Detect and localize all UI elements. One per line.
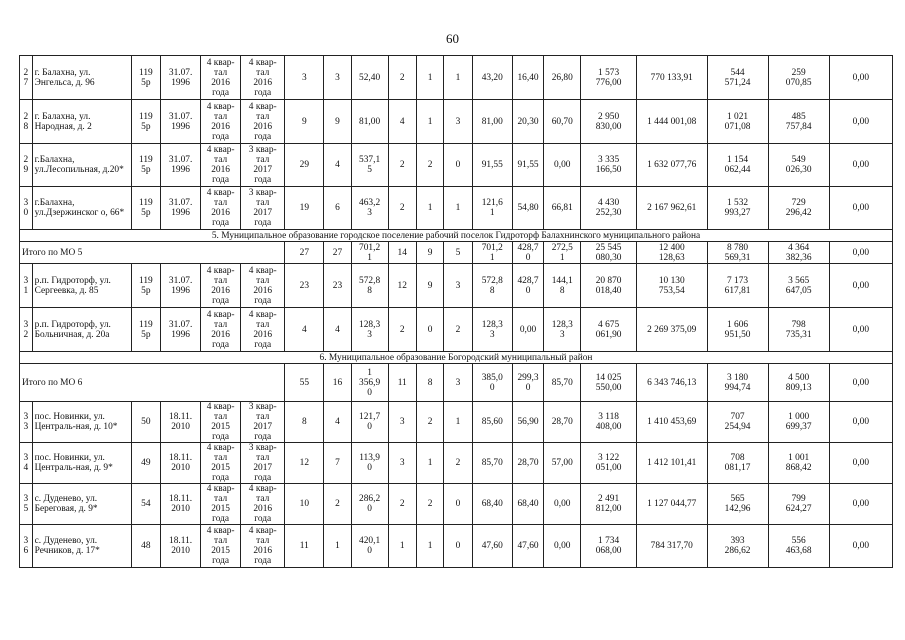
- section-title: 6. Муниципальное образование Богородский муниципальный район: [20, 352, 893, 364]
- cell-c15: 770 133,91: [636, 56, 707, 100]
- cell-c8: 2: [388, 187, 416, 230]
- cell-c8: 2: [388, 484, 416, 525]
- cell-c7: 537,1 5: [351, 144, 388, 187]
- cell-c17: 485 757,84: [768, 100, 829, 144]
- cell-c16: 707 254,94: [707, 402, 768, 443]
- cell-c16: 1 154 062,44: [707, 144, 768, 187]
- row-number: 3 6: [20, 525, 33, 568]
- cell-c4: 3 квар- тал 2017 года: [241, 402, 285, 443]
- cell-c6: 27: [324, 242, 351, 264]
- cell-c8: 2: [388, 144, 416, 187]
- cell-c13: 57,00: [544, 443, 581, 484]
- cell-c11: 572,8 8: [472, 264, 512, 308]
- cell-c3: 4 квар- тал 2015 года: [201, 402, 241, 443]
- cell-c18: 0,00: [829, 364, 892, 402]
- cell-c10: 2: [444, 308, 472, 352]
- cell-c13: 26,80: [544, 56, 581, 100]
- cell-c12: 68,40: [512, 484, 544, 525]
- cell-c1: 54: [131, 484, 160, 525]
- cell-c4: 4 квар- тал 2016 года: [241, 308, 285, 352]
- cell-c1: 48: [131, 525, 160, 568]
- cell-c12: 28,70: [512, 443, 544, 484]
- cell-c8: 3: [388, 402, 416, 443]
- cell-c13: 66,81: [544, 187, 581, 230]
- table-row: [20, 100, 893, 144]
- cell-c6: 1: [324, 525, 351, 568]
- cell-c17: 3 565 647,05: [768, 264, 829, 308]
- cell-c7: 1 356,9 0: [351, 364, 388, 402]
- address-cell: г.Балахна, ул.Дзержинског о, 66*: [32, 187, 131, 230]
- cell-c7: 121,7 0: [351, 402, 388, 443]
- cell-c9: 0: [416, 308, 443, 352]
- cell-c11: 85,60: [472, 402, 512, 443]
- cell-c9: 9: [416, 264, 443, 308]
- cell-c12: 16,40: [512, 56, 544, 100]
- cell-c13: 0,00: [544, 144, 581, 187]
- cell-c1: 119 5р: [131, 56, 160, 100]
- cell-c18: 0,00: [829, 402, 892, 443]
- cell-c18: 0,00: [829, 242, 892, 264]
- cell-c18: 0,00: [829, 264, 892, 308]
- cell-c14: 3 118 408,00: [581, 402, 637, 443]
- cell-c5: 27: [285, 242, 324, 264]
- section-title: 5. Муниципальное образование городское поселение рабочий поселок Гидроторф Балахнинского муниципального района: [20, 230, 893, 242]
- cell-c18: 0,00: [829, 308, 892, 352]
- cell-c14: 4 675 061,90: [581, 308, 637, 352]
- cell-c16: 7 173 617,81: [707, 264, 768, 308]
- cell-c14: 1 573 776,00: [581, 56, 637, 100]
- cell-c13: 85,70: [544, 364, 581, 402]
- cell-c4: 3 квар- тал 2017 года: [241, 144, 285, 187]
- cell-c6: 4: [324, 144, 351, 187]
- cell-c9: 1: [416, 525, 443, 568]
- cell-c18: 0,00: [829, 100, 892, 144]
- cell-c1: 50: [131, 402, 160, 443]
- cell-c12: 56,90: [512, 402, 544, 443]
- cell-c5: 19: [285, 187, 324, 230]
- cell-c13: 272,5 1: [544, 242, 581, 264]
- cell-c12: 428,7 0: [512, 242, 544, 264]
- cell-c7: 113,9 0: [351, 443, 388, 484]
- cell-c18: 0,00: [829, 187, 892, 230]
- cell-c14: 3 122 051,00: [581, 443, 637, 484]
- cell-c15: 1 444 001,08: [636, 100, 707, 144]
- address-cell: пос. Новинки, ул. Централь-ная, д. 9*: [32, 443, 131, 484]
- cell-c3: 4 квар- тал 2016 года: [201, 100, 241, 144]
- cell-c11: 385,0 0: [472, 364, 512, 402]
- cell-c16: 565 142,96: [707, 484, 768, 525]
- cell-c13: 60,70: [544, 100, 581, 144]
- cell-c15: 1 632 077,76: [636, 144, 707, 187]
- cell-c10: 0: [444, 484, 472, 525]
- cell-c3: 4 квар- тал 2016 года: [201, 308, 241, 352]
- cell-c2: 31.07. 1996: [161, 264, 201, 308]
- cell-c5: 11: [285, 525, 324, 568]
- cell-c2: 18.11. 2010: [161, 484, 201, 525]
- cell-c8: 3: [388, 443, 416, 484]
- row-number: 3 0: [20, 187, 33, 230]
- cell-c9: 2: [416, 484, 443, 525]
- cell-c15: 2 167 962,61: [636, 187, 707, 230]
- address-cell: с. Дуденево, ул. Речников, д. 17*: [32, 525, 131, 568]
- cell-c6: 16: [324, 364, 351, 402]
- row-number: 2 8: [20, 100, 33, 144]
- cell-c11: 81,00: [472, 100, 512, 144]
- cell-c8: 1: [388, 525, 416, 568]
- cell-c16: 1 021 071,08: [707, 100, 768, 144]
- cell-c14: 1 734 068,00: [581, 525, 637, 568]
- cell-c2: 31.07. 1996: [161, 308, 201, 352]
- cell-c5: 12: [285, 443, 324, 484]
- cell-c5: 10: [285, 484, 324, 525]
- cell-c2: 18.11. 2010: [161, 525, 201, 568]
- cell-c15: 784 317,70: [636, 525, 707, 568]
- cell-c1: 119 5р: [131, 100, 160, 144]
- cell-c17: 4 364 382,36: [768, 242, 829, 264]
- cell-c18: 0,00: [829, 525, 892, 568]
- cell-c16: 1 606 951,50: [707, 308, 768, 352]
- cell-c7: 128,3 3: [351, 308, 388, 352]
- cell-c10: 1: [444, 56, 472, 100]
- table-row: [20, 484, 893, 525]
- row-number: 3 5: [20, 484, 33, 525]
- cell-c15: 1 412 101,41: [636, 443, 707, 484]
- cell-c7: 463,2 3: [351, 187, 388, 230]
- cell-c18: 0,00: [829, 144, 892, 187]
- cell-c4: 4 квар- тал 2016 года: [241, 264, 285, 308]
- cell-c18: 0,00: [829, 484, 892, 525]
- total-row: [20, 364, 893, 402]
- cell-c1: 119 5р: [131, 264, 160, 308]
- cell-c5: 29: [285, 144, 324, 187]
- address-cell: с. Дуденево, ул. Береговая, д. 9*: [32, 484, 131, 525]
- cell-c9: 1: [416, 187, 443, 230]
- row-number: 3 3: [20, 402, 33, 443]
- cell-c13: 0,00: [544, 525, 581, 568]
- cell-c6: 2: [324, 484, 351, 525]
- table-row: [20, 187, 893, 230]
- row-number: 3 2: [20, 308, 33, 352]
- cell-c12: 0,00: [512, 308, 544, 352]
- cell-c6: 9: [324, 100, 351, 144]
- resettlement-table: [19, 55, 893, 568]
- cell-c12: 428,7 0: [512, 264, 544, 308]
- cell-c2: 31.07. 1996: [161, 187, 201, 230]
- cell-c10: 0: [444, 525, 472, 568]
- cell-c14: 2 491 812,00: [581, 484, 637, 525]
- total-label: Итого по МО 5: [20, 242, 285, 264]
- cell-c11: 128,3 3: [472, 308, 512, 352]
- table-row: [20, 144, 893, 187]
- cell-c6: 23: [324, 264, 351, 308]
- cell-c15: 1 410 453,69: [636, 402, 707, 443]
- cell-c14: 2 950 830,00: [581, 100, 637, 144]
- cell-c9: 1: [416, 100, 443, 144]
- cell-c5: 3: [285, 56, 324, 100]
- table-body: [20, 56, 893, 568]
- cell-c16: 393 286,62: [707, 525, 768, 568]
- cell-c3: 4 квар- тал 2016 года: [201, 144, 241, 187]
- cell-c17: 1 001 868,42: [768, 443, 829, 484]
- address-cell: г. Балахна, ул. Энгельса, д. 96: [32, 56, 131, 100]
- cell-c8: 2: [388, 56, 416, 100]
- cell-c6: 4: [324, 308, 351, 352]
- cell-c3: 4 квар- тал 2016 года: [201, 56, 241, 100]
- cell-c10: 3: [444, 264, 472, 308]
- total-row: [20, 242, 893, 264]
- cell-c17: 729 296,42: [768, 187, 829, 230]
- cell-c3: 4 квар- тал 2015 года: [201, 443, 241, 484]
- cell-c14: 3 335 166,50: [581, 144, 637, 187]
- row-number: 3 1: [20, 264, 33, 308]
- cell-c10: 0: [444, 144, 472, 187]
- cell-c6: 7: [324, 443, 351, 484]
- row-number: 2 9: [20, 144, 33, 187]
- cell-c16: 3 180 994,74: [707, 364, 768, 402]
- cell-c7: 701,2 1: [351, 242, 388, 264]
- cell-c9: 1: [416, 56, 443, 100]
- page-number: 60: [446, 31, 459, 46]
- cell-c8: 4: [388, 100, 416, 144]
- cell-c10: 3: [444, 100, 472, 144]
- cell-c8: 2: [388, 308, 416, 352]
- cell-c17: 4 500 809,13: [768, 364, 829, 402]
- cell-c4: 3 квар- тал 2017 года: [241, 443, 285, 484]
- cell-c10: 1: [444, 402, 472, 443]
- cell-c16: 1 532 993,27: [707, 187, 768, 230]
- cell-c5: 8: [285, 402, 324, 443]
- table-row: [20, 56, 893, 100]
- table-row: [20, 264, 893, 308]
- cell-c3: 4 квар- тал 2016 года: [201, 264, 241, 308]
- cell-c17: 1 000 699,37: [768, 402, 829, 443]
- total-label: Итого по МО 6: [20, 364, 285, 402]
- cell-c7: 420,1 0: [351, 525, 388, 568]
- cell-c12: 20,30: [512, 100, 544, 144]
- cell-c11: 47,60: [472, 525, 512, 568]
- cell-c14: 25 545 080,30: [581, 242, 637, 264]
- cell-c9: 2: [416, 402, 443, 443]
- cell-c11: 121,6 1: [472, 187, 512, 230]
- section-header-row: [20, 230, 893, 242]
- cell-c13: 128,3 3: [544, 308, 581, 352]
- cell-c11: 701,2 1: [472, 242, 512, 264]
- cell-c15: 1 127 044,77: [636, 484, 707, 525]
- cell-c17: 259 070,85: [768, 56, 829, 100]
- cell-c8: 12: [388, 264, 416, 308]
- cell-c1: 119 5р: [131, 308, 160, 352]
- cell-c2: 18.11. 2010: [161, 443, 201, 484]
- cell-c11: 68,40: [472, 484, 512, 525]
- cell-c9: 9: [416, 242, 443, 264]
- cell-c8: 11: [388, 364, 416, 402]
- cell-c18: 0,00: [829, 443, 892, 484]
- cell-c16: 544 571,24: [707, 56, 768, 100]
- cell-c12: 47,60: [512, 525, 544, 568]
- cell-c2: 31.07. 1996: [161, 100, 201, 144]
- cell-c13: 144,1 8: [544, 264, 581, 308]
- cell-c5: 23: [285, 264, 324, 308]
- cell-c15: 6 343 746,13: [636, 364, 707, 402]
- cell-c11: 91,55: [472, 144, 512, 187]
- cell-c6: 6: [324, 187, 351, 230]
- table-row: [20, 402, 893, 443]
- cell-c3: 4 квар- тал 2016 года: [201, 187, 241, 230]
- cell-c10: 3: [444, 364, 472, 402]
- cell-c9: 1: [416, 443, 443, 484]
- cell-c6: 4: [324, 402, 351, 443]
- cell-c13: 0,00: [544, 484, 581, 525]
- cell-c5: 9: [285, 100, 324, 144]
- cell-c7: 286,2 0: [351, 484, 388, 525]
- cell-c1: 119 5р: [131, 187, 160, 230]
- cell-c2: 18.11. 2010: [161, 402, 201, 443]
- cell-c17: 798 735,31: [768, 308, 829, 352]
- cell-c5: 4: [285, 308, 324, 352]
- cell-c4: 4 квар- тал 2016 года: [241, 100, 285, 144]
- cell-c15: 2 269 375,09: [636, 308, 707, 352]
- cell-c12: 54,80: [512, 187, 544, 230]
- cell-c8: 14: [388, 242, 416, 264]
- cell-c7: 52,40: [351, 56, 388, 100]
- address-cell: р.п. Гидроторф, ул. Больничная, д. 20а: [32, 308, 131, 352]
- cell-c14: 4 430 252,30: [581, 187, 637, 230]
- cell-c9: 8: [416, 364, 443, 402]
- address-cell: г. Балахна, ул. Народная, д. 2: [32, 100, 131, 144]
- cell-c17: 549 026,30: [768, 144, 829, 187]
- row-number: 2 7: [20, 56, 33, 100]
- cell-c9: 2: [416, 144, 443, 187]
- cell-c17: 556 463,68: [768, 525, 829, 568]
- cell-c2: 31.07. 1996: [161, 144, 201, 187]
- cell-c7: 81,00: [351, 100, 388, 144]
- cell-c16: 8 780 569,31: [707, 242, 768, 264]
- cell-c11: 43,20: [472, 56, 512, 100]
- cell-c1: 119 5р: [131, 144, 160, 187]
- cell-c3: 4 квар- тал 2015 года: [201, 484, 241, 525]
- table-row: [20, 443, 893, 484]
- cell-c12: 91,55: [512, 144, 544, 187]
- cell-c15: 10 130 753,54: [636, 264, 707, 308]
- cell-c3: 4 квар- тал 2015 года: [201, 525, 241, 568]
- cell-c10: 1: [444, 187, 472, 230]
- cell-c10: 5: [444, 242, 472, 264]
- cell-c7: 572,8 8: [351, 264, 388, 308]
- table-row: [20, 525, 893, 568]
- cell-c16: 708 081,17: [707, 443, 768, 484]
- cell-c2: 31.07. 1996: [161, 56, 201, 100]
- cell-c11: 85,70: [472, 443, 512, 484]
- cell-c18: 0,00: [829, 56, 892, 100]
- cell-c4: 4 квар- тал 2016 года: [241, 525, 285, 568]
- cell-c17: 799 624,27: [768, 484, 829, 525]
- address-cell: р.п. Гидроторф, ул. Сергеевка, д. 85: [32, 264, 131, 308]
- row-number: 3 4: [20, 443, 33, 484]
- cell-c10: 2: [444, 443, 472, 484]
- cell-c15: 12 400 128,63: [636, 242, 707, 264]
- cell-c4: 4 квар- тал 2016 года: [241, 484, 285, 525]
- cell-c4: 3 квар- тал 2017 года: [241, 187, 285, 230]
- address-cell: г.Балахна, ул.Лесопильная, д.20*: [32, 144, 131, 187]
- cell-c14: 20 870 018,40: [581, 264, 637, 308]
- cell-c1: 49: [131, 443, 160, 484]
- cell-c14: 14 025 550,00: [581, 364, 637, 402]
- cell-c13: 28,70: [544, 402, 581, 443]
- section-header-row: [20, 352, 893, 364]
- cell-c5: 55: [285, 364, 324, 402]
- cell-c6: 3: [324, 56, 351, 100]
- cell-c4: 4 квар- тал 2016 года: [241, 56, 285, 100]
- cell-c12: 299,3 0: [512, 364, 544, 402]
- table-row: [20, 308, 893, 352]
- address-cell: пос. Новинки, ул. Централь-ная, д. 10*: [32, 402, 131, 443]
